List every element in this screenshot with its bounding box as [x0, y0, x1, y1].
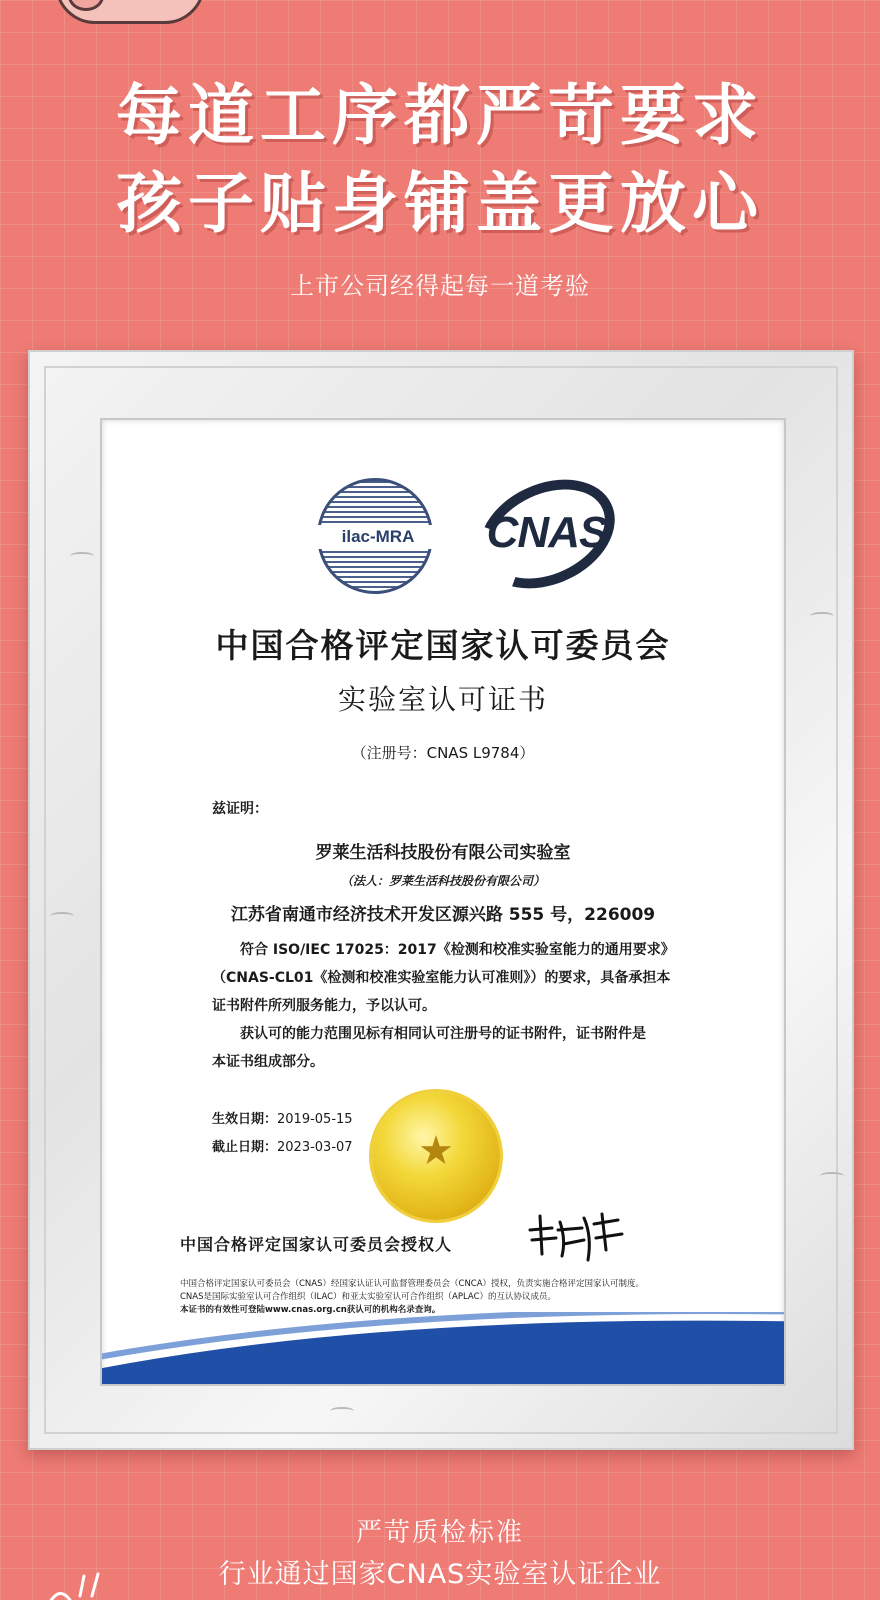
lab-address: 江苏省南通市经济技术开发区源兴路 555 号，226009 [230, 905, 656, 925]
certificate-body [212, 936, 732, 1076]
certificate-type: 实验室认可证书 [337, 683, 548, 716]
subheadline: 上市公司经得起每一道考验 [290, 272, 590, 300]
frame-texture [50, 912, 74, 920]
lab-name: 罗莱生活科技股份有限公司实验室 [315, 843, 571, 863]
expiry-date-label: 截止日期： [212, 1140, 278, 1155]
blue-swoosh-decoration [100, 1312, 786, 1386]
legal-entity: （法人：罗莱生活科技股份有限公司） [340, 874, 545, 888]
cnas-logo-text: CNAS [486, 508, 608, 557]
fine-print-line: CNAS是国际实验室认可合作组织（ILAC）和亚太实验室认可合作组织（APLAC）的互认协议成员。 [180, 1292, 557, 1302]
effective-date-label: 生效日期： [212, 1112, 278, 1127]
frame-texture [810, 612, 834, 620]
seal-star-icon: ★ [418, 1128, 454, 1174]
fine-print-line: 本证书的有效性可登陆www.cnas.org.cn获认可的机构名录查询。 [180, 1305, 441, 1315]
frame-texture [330, 1407, 354, 1415]
fine-print-line: 中国合格评定国家认可委员会（CNAS）经国家认证认可监督管理委员会（CNCA）授权，负责实施合格评定国家认可制度。 [180, 1279, 645, 1289]
decorative-illustration-top [55, 0, 205, 24]
gold-seal-icon [372, 1092, 500, 1220]
handwritten-signature [522, 1210, 632, 1264]
certificate-logos [102, 470, 784, 600]
body-line: 获认可的能力范围见标有相同认可注册号的证书附件，证书附件是 [240, 1026, 646, 1042]
certificate-issuer: 中国合格评定国家认可委员会 [215, 626, 671, 665]
certificate-dates [212, 1106, 353, 1162]
bottom-caption-1: 严苛质检标准 [355, 1518, 524, 1548]
registration-number: （注册号：CNAS L9784） [351, 744, 535, 762]
expiry-date: 2023-03-07 [277, 1140, 353, 1155]
bottom-caption-2: 行业通过国家CNAS实验室认证企业 [218, 1559, 662, 1590]
effective-date-row [212, 1106, 353, 1134]
headline-line-1: 每道工序都严苛要求 [116, 77, 764, 154]
body-line: 证书附件所列服务能力，予以认可。 [212, 998, 436, 1014]
frame-texture [70, 552, 94, 560]
decorative-scribble-icon [40, 1566, 110, 1600]
body-line: 本证书组成部分。 [212, 1054, 324, 1070]
hereby-certify: 兹证明： [212, 801, 268, 817]
headline-line-2: 孩子贴身铺盖更放心 [116, 165, 764, 242]
decorative-blob [68, 0, 104, 11]
body-line: 符合 ISO/IEC 17025：2017《检测和校准实验室能力的通用要求》 [240, 942, 675, 958]
ilac-mra-logo [317, 478, 433, 594]
certificate-frame [28, 350, 854, 1450]
certificate [100, 418, 786, 1386]
expiry-date-row [212, 1134, 353, 1162]
frame-texture [820, 1172, 844, 1180]
effective-date: 2019-05-15 [277, 1112, 353, 1127]
ilac-logo-text: ilac-MRA [314, 525, 442, 549]
cnas-logo [472, 472, 622, 592]
authorized-signatory: 中国合格评定国家认可委员会授权人 [180, 1235, 453, 1254]
body-line: （CNAS-CL01《检测和校准实验室能力认可准则》）的要求，具备承担本 [212, 970, 671, 986]
